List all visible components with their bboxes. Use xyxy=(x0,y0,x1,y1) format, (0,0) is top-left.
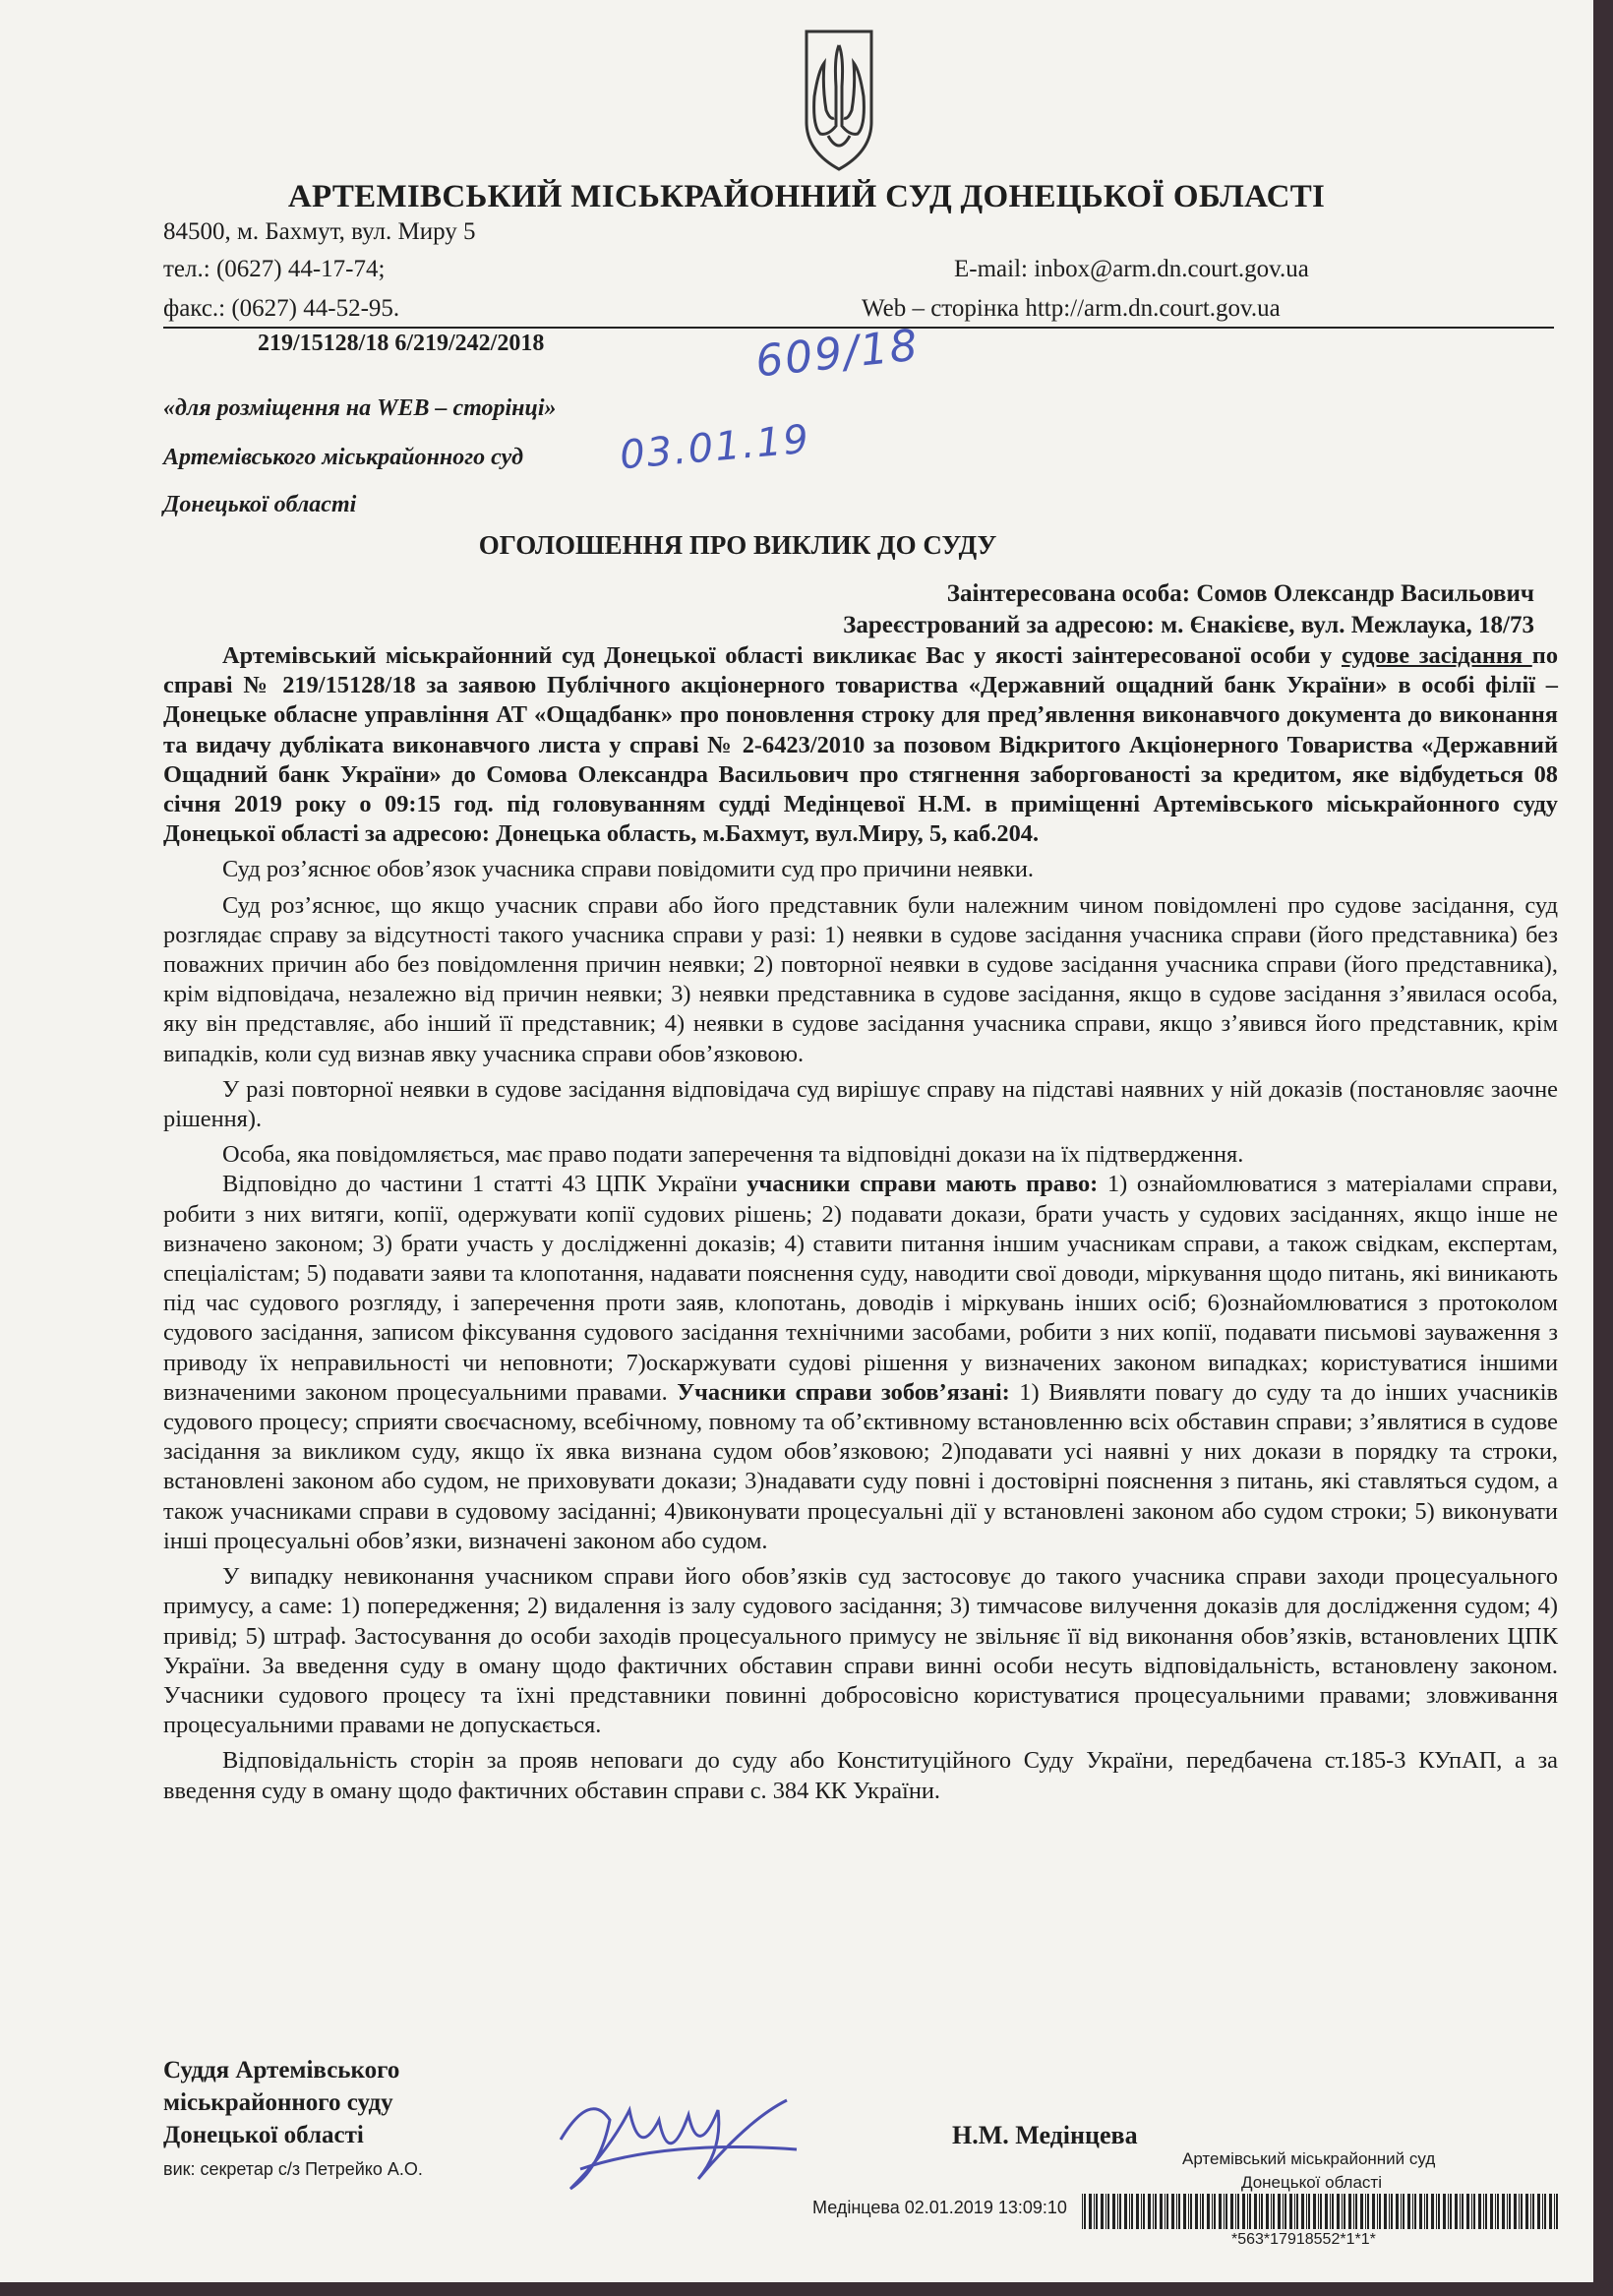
stamp-region: Донецької області xyxy=(1241,2173,1382,2192)
rights-list: 1) ознайомлюватися з матеріалами справи, робити з них витяги, копії, одержувати копії судових рішень; 2) подавати докази, брати участь у судових засіданнях, якщо інше не визначено законом; 3) брати участь у дослідженні доказів; 4) ставити питання іншим учасникам справи, а також свідкам, експертам, спеціалістам; 5) подавати заяви та клопотання, надавати пояснення суду, наводити свої доводи, міркування щодо питань, які виникають під час судового розгляду, і заперечення проти заяв, клопотань, доводів і міркувань інших осіб; 6)ознайомлюватися з протоколом судового засідання, записом фіксування судового засідання технічними засобами, робити з них копії, подавати письмові зауваження з приводу їх неправильності чи неповноти; 7)оскаржувати судові рішення у визначених законом випадках; користуватися іншими визначеними законом процесуальними правами. xyxy=(163,1171,1558,1406)
duties-list: 1) Виявляти повагу до суду та до інших учасників судового процесу; сприяти своєчасному, всебічному, повному та об’єктивному встановленню всіх обставин справи; з’являтися в судове засідання за викликом суду, якщо їх явка визнана судом обов’язковою; 2)подавати усі наявні у них докази в порядку та строки, встановлені законом або судом, не приховувати докази; 3)надавати суду повні і достовірні пояснення з питань, які ставляться судом, а також учасниками справи в судовому засіданні; 4)виконувати процесуальні дії у встановлені законом або судом строки; 5) виконувати інші процесуальні обов’язки, визначені законом або судом. xyxy=(163,1378,1559,1554)
court-fax: факс.: (0627) 44-52-95. xyxy=(163,295,400,322)
web-note-line1: «для розміщення на WEB – сторінці» xyxy=(163,395,557,421)
judge-title-line1: Суддя Артемівського xyxy=(163,2057,400,2084)
stamp-date: Медінцева 02.01.2019 13:09:10 xyxy=(812,2198,1067,2217)
interested-party: Заінтересована особа: Сомов Олександр Васильович xyxy=(946,580,1534,607)
web-note-line3: Донецької області xyxy=(163,492,357,517)
notice-body xyxy=(163,641,1558,1806)
absence-consequences-paragraph: Суд роз’яснює, що якщо учасник справи або його представник були належним чином повідомлені про судове засідання, суд розглядає справу за відсутності такого учасника справи у разі: 1) неявки в судове засідання учасника справи (його представника) без поважних причин або без повідомлення причин неявки; 2) повторної неявки в судове засідання учасника справи (його представника), крім відповідача, незалежно від причин неявки; 3) неявки представника в судове засідання, якщо в судове засідання з’явилася особа, яку він представляє, або інший її представник; 4) неявки в судове засідання учасника справи, якщо з’явився його представник, крім випадків, коли суд визнав явку учасника справи обов’язковою. xyxy=(163,891,1558,1067)
court-email: E-mail: inbox@arm.dn.court.gov.ua xyxy=(954,256,1309,282)
barcode-number: *563*17918552*1*1* xyxy=(1231,2231,1376,2248)
judge-title-line3: Донецької області xyxy=(163,2122,364,2148)
summons-hearing-term: судове засідання xyxy=(1341,642,1532,669)
objection-right-paragraph: Особа, яка повідомляється, має право подати заперечення та відповідні докази на їх підтвердження. xyxy=(222,1141,1244,1169)
summons-text-start: Артемівський міськрайонний суд Донецької області викликає Вас у якості заінтересованої особи у xyxy=(222,642,1342,669)
rights-duties-paragraph xyxy=(163,1170,1558,1556)
trident-emblem-icon xyxy=(799,28,879,173)
notice-heading: ОГОЛОШЕННЯ ПРО ВИКЛИК ДО СУДУ xyxy=(478,530,997,560)
document-barcode xyxy=(1080,2192,1564,2231)
court-address: 84500, м. Бахмут, вул. Миру 5 xyxy=(163,218,476,245)
party-address: Зареєстрований за адресою: м. Єнакієве, вул. Межлаука, 18/73 xyxy=(843,612,1534,638)
stamp-court-name: Артемівський міськрайонний суд xyxy=(1182,2149,1436,2168)
court-phone: тел.: (0627) 44-17-74; xyxy=(163,256,386,282)
summons-text-rest: по справі № 219/15128/18 за заявою Публічного акціонерного товариства «Державний ощадний банк України» в особі філії – Донецьке обласне управління АТ «Ощадбанк» про поновлення строку для пред’явлення виконавчого документа до виконання та видачу дубліката виконавчого листа у справі № 2-6423/2010 за позовом Відкритого Акціонерного Товариства «Державний Ощадний банк України» до Сомова Олександра Васильович про стягнення заборгованості за кредитом, яке відбудеться 08 січня 2019 року о 09:15 год. під головуванням судді Медінцевої Н.М. в приміщенні Артемівського міськрайонного суду Донецької області за адресою: Донецька область, м.Бахмут, вул.Миру, 5, каб.204. xyxy=(163,642,1559,848)
duties-heading: Учасники справи зобов’язані: xyxy=(677,1378,1010,1406)
handwritten-date: 03.01.19 xyxy=(618,416,812,479)
web-note-line2: Артемівського міськрайонного суд xyxy=(163,445,524,470)
coercion-measures-paragraph: У випадку невиконання учасником справи його обов’язків суд застосовує до такого учасника справи заходи процесуального примусу, а саме: 1) попередження; 2) видалення із залу судового засідання; 3) тимчасове вилучення доказів для дослідження судом; 4) привід; 5) штраф. Застосування до особи заходів процесуального примусу не звільняє її від виконання обов’язків, встановлених ЦПК України. За введення суду в оману щодо фактичних обставин справи винні особи несуть відповідальність, встановлену законом. Учасники судового процесу та їхні представники повинні добросовісно користуватися процесуальними правами; зловживання процесуальними правами не допускається. xyxy=(163,1563,1558,1739)
handwritten-signature xyxy=(551,2081,806,2199)
case-numbers: 219/15128/18 6/219/242/2018 xyxy=(258,331,545,356)
summons-paragraph xyxy=(163,641,1558,849)
secretary-note: вик: секретар с/з Петрейко А.О. xyxy=(163,2159,423,2179)
court-title: АРТЕМІВСЬКИЙ МІСЬКРАЙОННИЙ СУД ДОНЕЦЬКОЇ ОБЛАСТІ xyxy=(287,179,1326,214)
absence-reason-paragraph: Суд роз’яснює обов’язок учасника справи повідомити суд про причини неявки. xyxy=(222,856,1034,883)
liability-paragraph: Відповідальність сторін за прояв неповаги до суду або Конституційного Суду України, передбачена ст.185-3 КУпАП, а за введення суду в оману щодо фактичних обставин справи с. 384 КК України. xyxy=(163,1747,1558,1804)
handwritten-registration-number: 609/18 xyxy=(752,320,923,388)
rights-intro: Відповідно до частини 1 статті 43 ЦПК України xyxy=(222,1171,747,1198)
judge-title-block xyxy=(163,2054,399,2151)
judge-name: Н.М. Медінцева xyxy=(952,2121,1138,2149)
repeat-absence-paragraph: У разі повторної неявки в судове засідання відповідача суд вирішує справу на підставі наявних у ній доказів (постановляє заочне рішення). xyxy=(163,1075,1558,1133)
court-website: Web – сторінка http://arm.dn.court.gov.ua xyxy=(862,295,1281,322)
judge-title-line2: міськрайонного суду xyxy=(163,2089,393,2116)
rights-heading: учасники справи мають право: xyxy=(747,1171,1099,1198)
